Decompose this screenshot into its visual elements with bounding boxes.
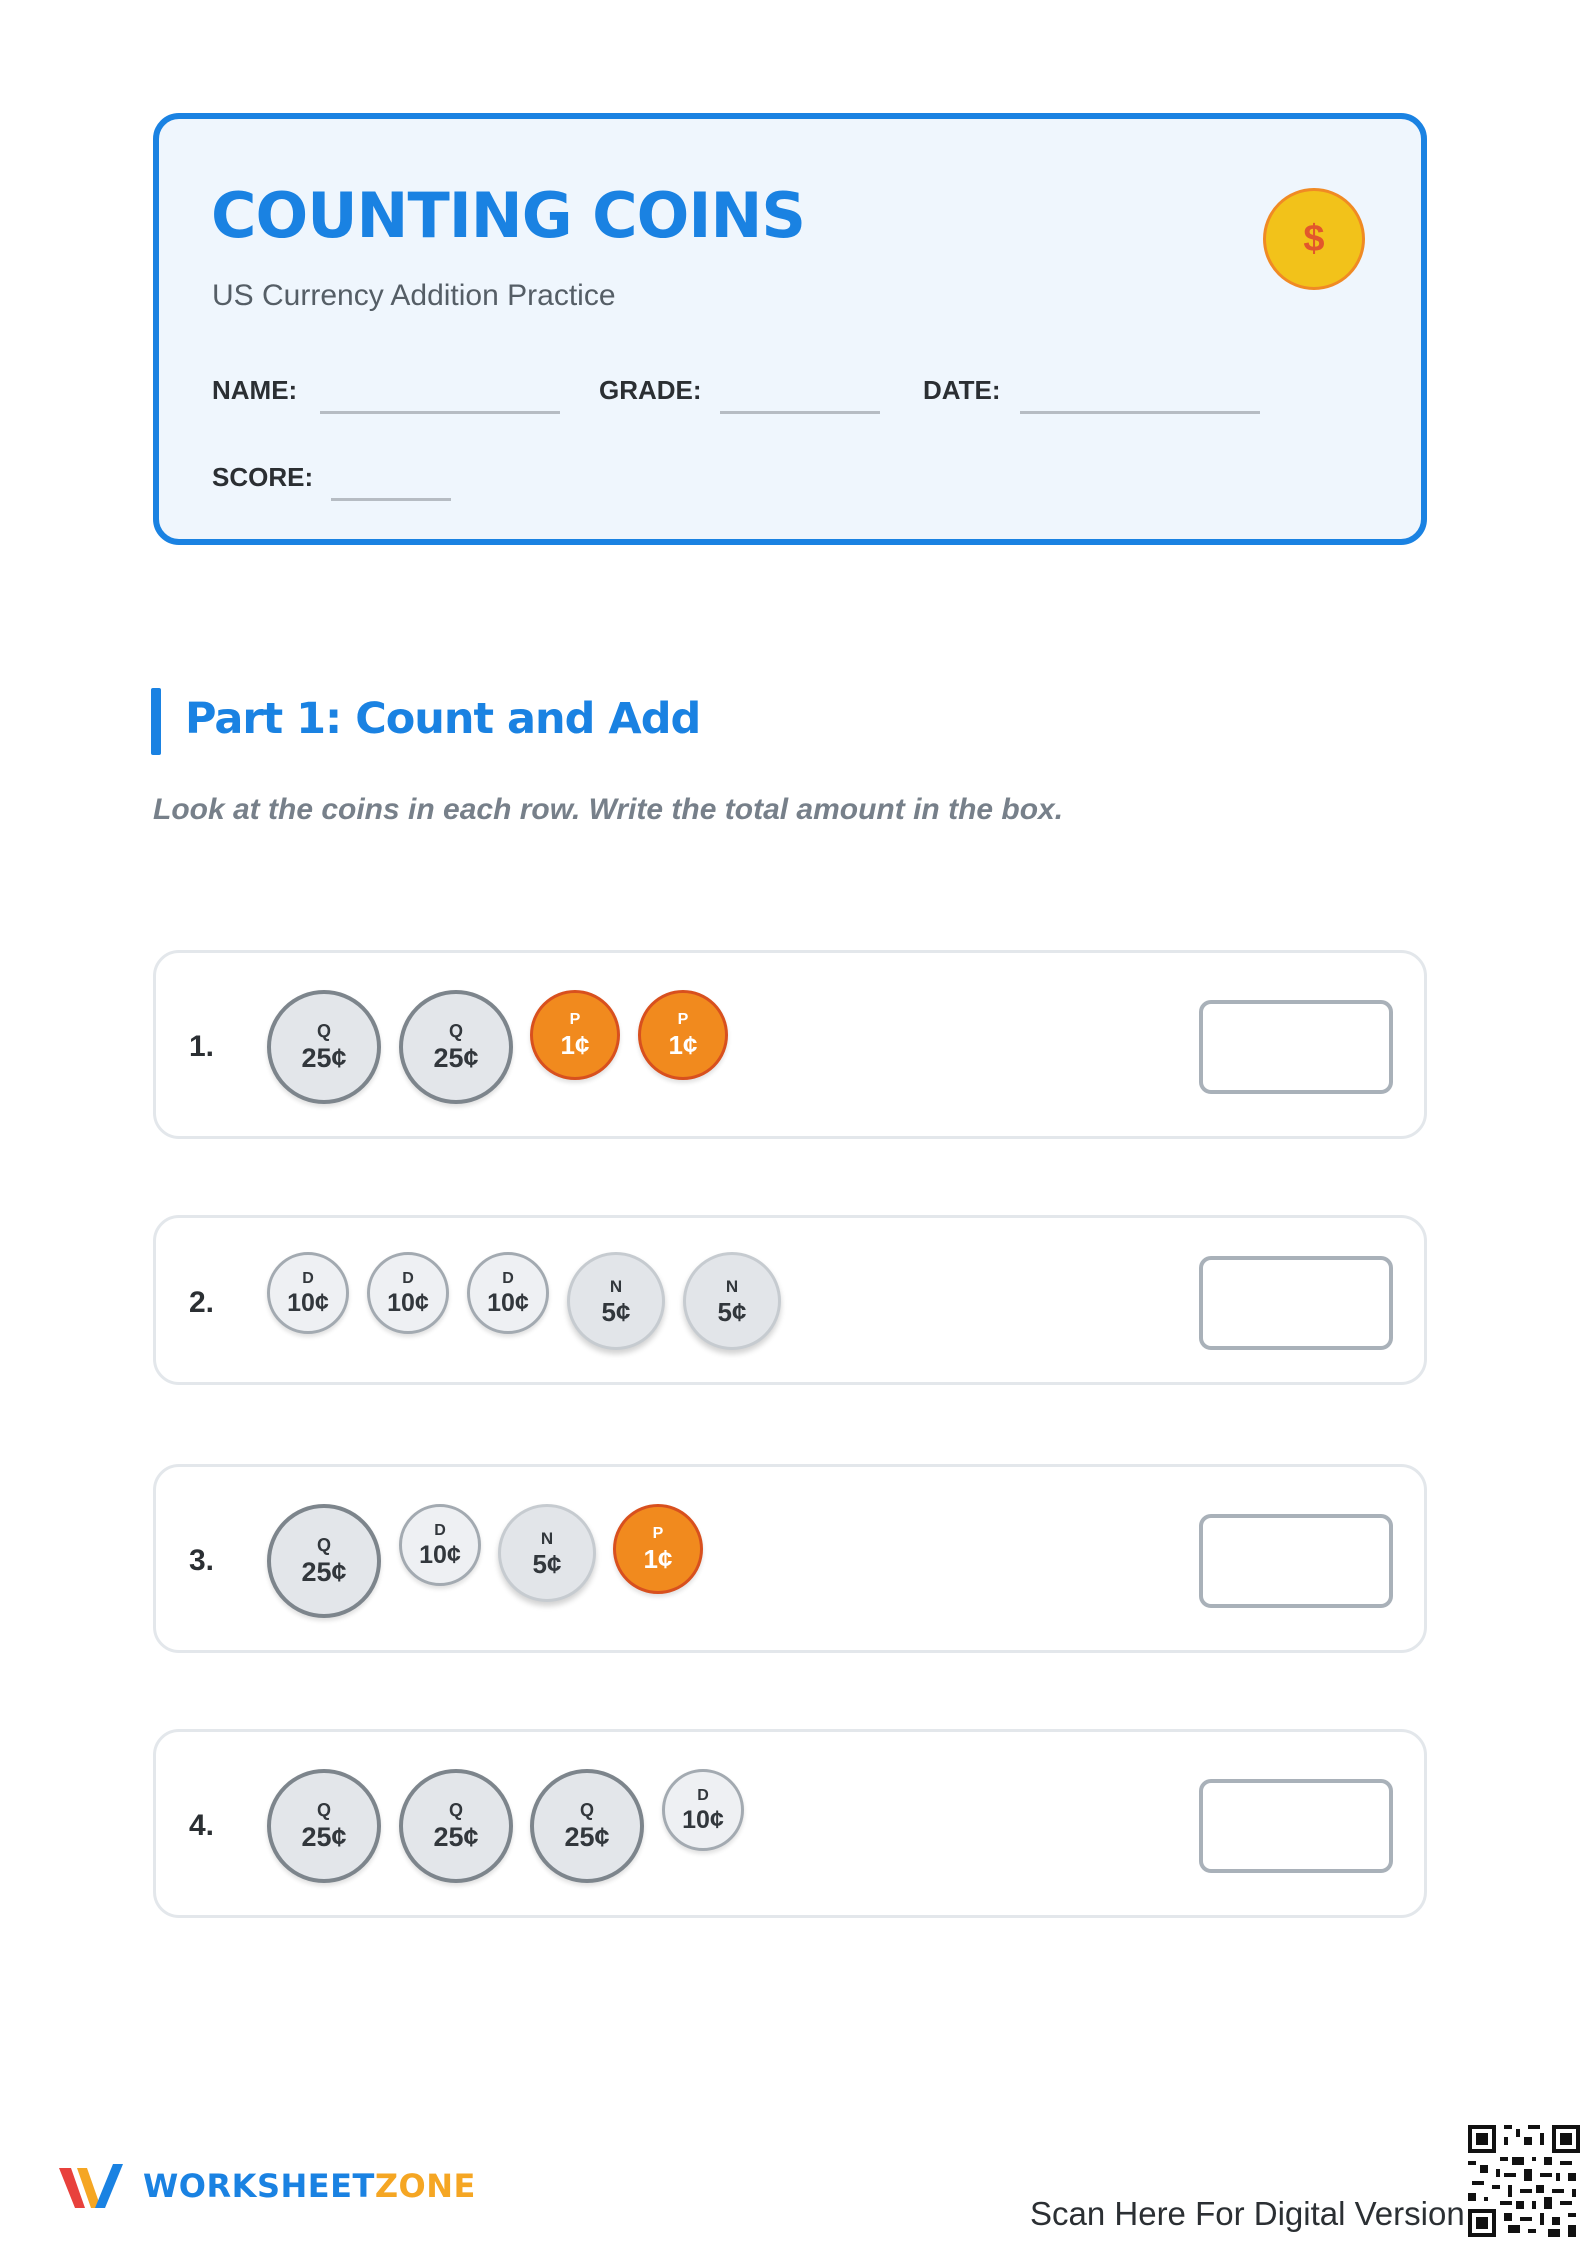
page-subtitle: US Currency Addition Practice bbox=[212, 279, 616, 312]
name-label: NAME: bbox=[212, 375, 298, 405]
nickel-coin: N 5¢ bbox=[498, 1504, 596, 1602]
date-label: DATE: bbox=[923, 375, 1001, 405]
answer-box[interactable] bbox=[1199, 1256, 1393, 1350]
penny-coin: P 1¢ bbox=[530, 990, 620, 1080]
scan-caption: Scan Here For Digital Version bbox=[1030, 2195, 1465, 2232]
problem-number: 1. bbox=[189, 1030, 215, 1063]
section-title: Part 1: Count and Add bbox=[185, 694, 701, 744]
problem-row-2 bbox=[153, 1215, 1427, 1385]
dime-coin: D 10¢ bbox=[367, 1252, 449, 1334]
quarter-coin: Q 25¢ bbox=[267, 990, 381, 1104]
dime-coin: D 10¢ bbox=[467, 1252, 549, 1334]
score-field[interactable] bbox=[331, 498, 451, 501]
instructions: Look at the coins in each row. Write the total amount in the box. bbox=[153, 793, 1064, 826]
score-label: SCORE: bbox=[212, 462, 314, 492]
answer-box[interactable] bbox=[1199, 1514, 1393, 1608]
name-field[interactable] bbox=[320, 411, 560, 414]
brand-name: WORKSHEETZONE bbox=[143, 2167, 476, 2205]
dime-coin: D 10¢ bbox=[399, 1504, 481, 1586]
page-title: COUNTING COINS bbox=[211, 179, 805, 252]
problem-row-3 bbox=[153, 1464, 1427, 1653]
header-card bbox=[153, 113, 1427, 545]
dollar-coin-icon: $ bbox=[1263, 188, 1365, 290]
answer-box[interactable] bbox=[1199, 1000, 1393, 1094]
dime-coin: D 10¢ bbox=[267, 1252, 349, 1334]
quarter-coin: Q 25¢ bbox=[530, 1769, 644, 1883]
dime-coin: D 10¢ bbox=[662, 1769, 744, 1851]
penny-coin: P 1¢ bbox=[613, 1504, 703, 1594]
answer-box[interactable] bbox=[1199, 1779, 1393, 1873]
quarter-coin: Q 25¢ bbox=[399, 1769, 513, 1883]
qr-code-icon bbox=[1468, 2125, 1580, 2237]
date-field[interactable] bbox=[1020, 411, 1260, 414]
problem-number: 4. bbox=[189, 1809, 215, 1842]
grade-label: GRADE: bbox=[599, 375, 702, 405]
quarter-coin: Q 25¢ bbox=[399, 990, 513, 1104]
problem-row-4 bbox=[153, 1729, 1427, 1918]
problem-number: 3. bbox=[189, 1544, 215, 1577]
grade-field[interactable] bbox=[720, 411, 880, 414]
problem-row-1 bbox=[153, 950, 1427, 1139]
nickel-coin: N 5¢ bbox=[567, 1252, 665, 1350]
nickel-coin: N 5¢ bbox=[683, 1252, 781, 1350]
worksheetzone-logo-icon bbox=[55, 2160, 127, 2214]
quarter-coin: Q 25¢ bbox=[267, 1504, 381, 1618]
section-accent-bar bbox=[151, 688, 161, 755]
quarter-coin: Q 25¢ bbox=[267, 1769, 381, 1883]
problem-number: 2. bbox=[189, 1286, 215, 1319]
penny-coin: P 1¢ bbox=[638, 990, 728, 1080]
